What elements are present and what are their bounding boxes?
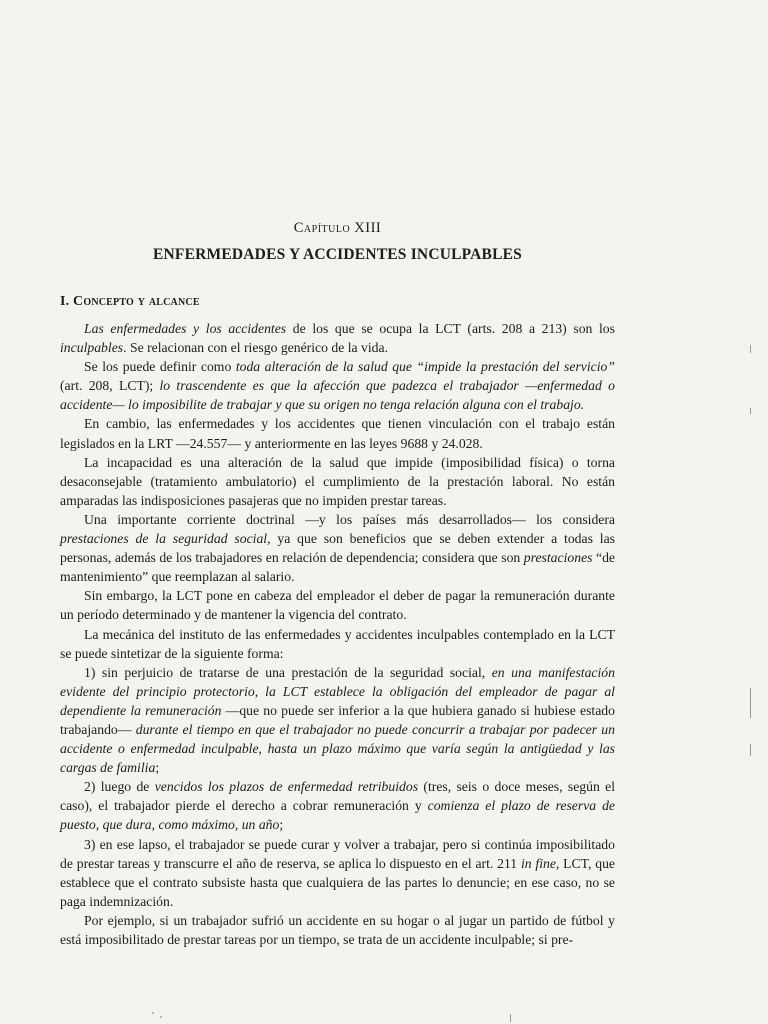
paragraph: La mecánica del instituto de las enfermedades y accidentes inculpables contemplado en la LCT se puede sintetizar de la siguiente forma: <box>60 626 615 661</box>
scan-artifact <box>160 1016 162 1018</box>
paragraph: Se los puede definir como toda alteración de la salud que “impide la prestación del servicio” (art. 208, LCT); lo trascendente es que la afección que padezca el trabajador —enfermedad o accidente— lo imposibilite de trabajar y que su origen no tenga relación alguna con el trabajo. <box>60 359 615 413</box>
list-item: 3) en ese lapso, el trabajador se puede curar y volver a trabajar, pero si continúa imposibilitado de prestar tareas y transcurre el año de reserva, se aplica lo dispuesto en el art. 211 in fine, LCT, que establece que el contrato subsiste hasta que cualquiera de las partes lo denuncie; en ese caso, no se paga indemnización. <box>60 836 615 909</box>
scan-artifact <box>152 1012 154 1014</box>
section-heading: I. Concepto y alcance <box>60 294 200 309</box>
document-page <box>60 0 615 1024</box>
paragraph: Las enfermedades y los accidentes de los que se ocupa la LCT (arts. 208 a 213) son los inculpables. Se relacionan con el riesgo genérico de la vida. <box>60 321 615 356</box>
list-item: 1) sin perjuicio de tratarse de una prestación de la seguridad social, en una manifestación evidente del principio protectorio, la LCT establece la obligación del empleador de pagar al dependiente la remuneración —que no puede ser inferior a la que hubiera ganado si hubiese estado trabajando— durante el tiempo en que el trabajador no puede concurrir a trabajar por padecer un accidente o enfermedad inculpable, hasta un plazo máximo que varía según la antigüedad y las cargas de familia; <box>60 664 615 776</box>
scan-artifact <box>750 688 751 718</box>
paragraph: Por ejemplo, si un trabajador sufrió un accidente en su hogar o al jugar un partido de fútbol y está imposibilitado de prestar tareas por un tiempo, se trata de un accidente inculpable; si pre- <box>60 912 615 947</box>
chapter-label: Capítulo XIII <box>293 220 382 236</box>
paragraph: Una importante corriente doctrinal —y los países más desarrollados— los considera prestaciones de la seguridad social, ya que son beneficios que se deben extender a todas las personas, además de los trabajadores en relación de dependencia; considera que son prestaciones “de mantenimiento” que reemplazan al salario. <box>60 511 616 585</box>
paragraph: Sin embargo, la LCT pone en cabeza del empleador el deber de pagar la remuneración durante un período determinado y de mantener la vigencia del contrato. <box>60 588 615 623</box>
chapter-title: ENFERMEDADES Y ACCIDENTES INCULPABLES <box>153 246 522 263</box>
scan-artifact <box>750 744 751 756</box>
scan-artifact <box>750 345 751 353</box>
scan-artifact <box>510 1014 511 1022</box>
body-text <box>60 319 615 949</box>
list-item: 2) luego de vencidos los plazos de enfermedad retribuidos (tres, seis o doce meses, según el caso), el trabajador pierde el derecho a cobrar remuneración y comienza el plazo de reserva de puesto, que dura, como máximo, un año; <box>60 779 616 833</box>
scan-artifact <box>750 408 751 414</box>
paragraph: La incapacidad es una alteración de la salud que impide (imposibilidad física) o torna desaconsejable (tratamiento ambulatorio) el cumplimiento de la prestación laboral. No están amparadas las indisposiciones pasajeras que no impiden prestar tareas. <box>60 454 615 508</box>
paragraph: En cambio, las enfermedades y los accidentes que tienen vinculación con el trabajo están legislados en la LRT —24.557— y anteriormente en las leyes 9688 y 24.028. <box>60 416 615 451</box>
